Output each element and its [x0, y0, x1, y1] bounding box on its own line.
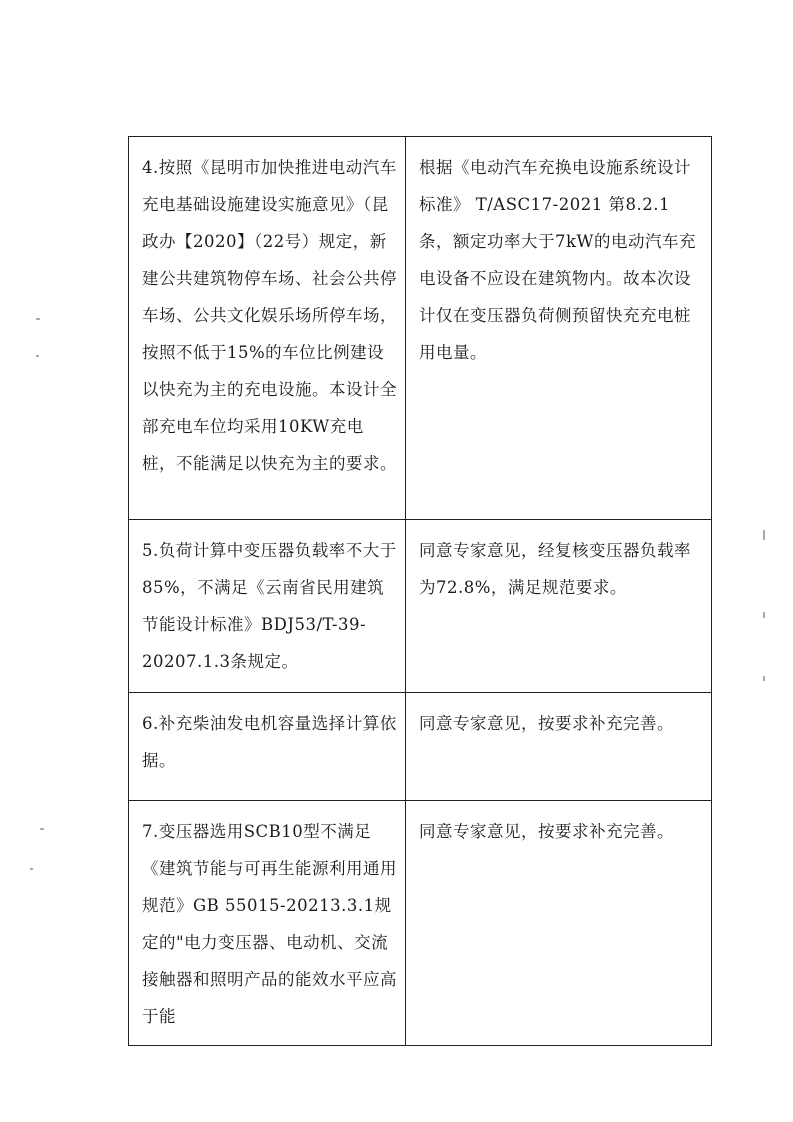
table-row — [129, 801, 712, 1046]
review-table — [128, 136, 712, 1046]
scan-speck — [763, 676, 765, 681]
response-cell: 根据《电动汽车充换电设施系统设计标准》 T/ASC17-2021 第8.2.1条，额定功率大于7kW的电动汽车充电设备不应设在建筑物内。故本次设计仅在变压器负荷侧预留快充充电桩用电量。 — [406, 137, 712, 520]
response-cell: 同意专家意见，经复核变压器负载率为72.8%，满足规范要求。 — [406, 520, 712, 693]
expert-opinion-cell: 5.负荷计算中变压器负载率不大于85%，不满足《云南省民用建筑节能设计标准》BDJ53/T-39-20207.1.3条规定。 — [129, 520, 406, 693]
scan-speck — [40, 828, 44, 830]
expert-opinion-cell: 6.补充柴油发电机容量选择计算依据。 — [129, 693, 406, 801]
scan-speck — [763, 530, 765, 540]
table-row — [129, 137, 712, 520]
response-cell: 同意专家意见，按要求补充完善。 — [406, 801, 712, 1046]
expert-opinion-cell: 7.变压器选用SCB10型不满足《建筑节能与可再生能源利用通用规范》GB 55015-20213.3.1规定的"电力变压器、电动机、交流接触器和照明产品的能效水平应高于能 — [129, 801, 406, 1046]
scan-speck — [36, 318, 40, 320]
expert-opinion-cell: 4.按照《昆明市加快推进电动汽车充电基础设施建设实施意见》（昆政办【2020】（22号）规定，新建公共建筑物停车场、社会公共停车场、公共文化娱乐场所停车场，按照不低于15%的车位比例建设以快充为主的充电设施。本设计全部充电车位均采用10KW充电桩，不能满足以快充为主的要求。 — [129, 137, 406, 520]
table-row — [129, 520, 712, 693]
scan-speck — [36, 355, 39, 357]
response-cell: 同意专家意见，按要求补充完善。 — [406, 693, 712, 801]
scan-speck — [763, 612, 765, 618]
scan-speck — [30, 868, 33, 870]
table-row — [129, 693, 712, 801]
